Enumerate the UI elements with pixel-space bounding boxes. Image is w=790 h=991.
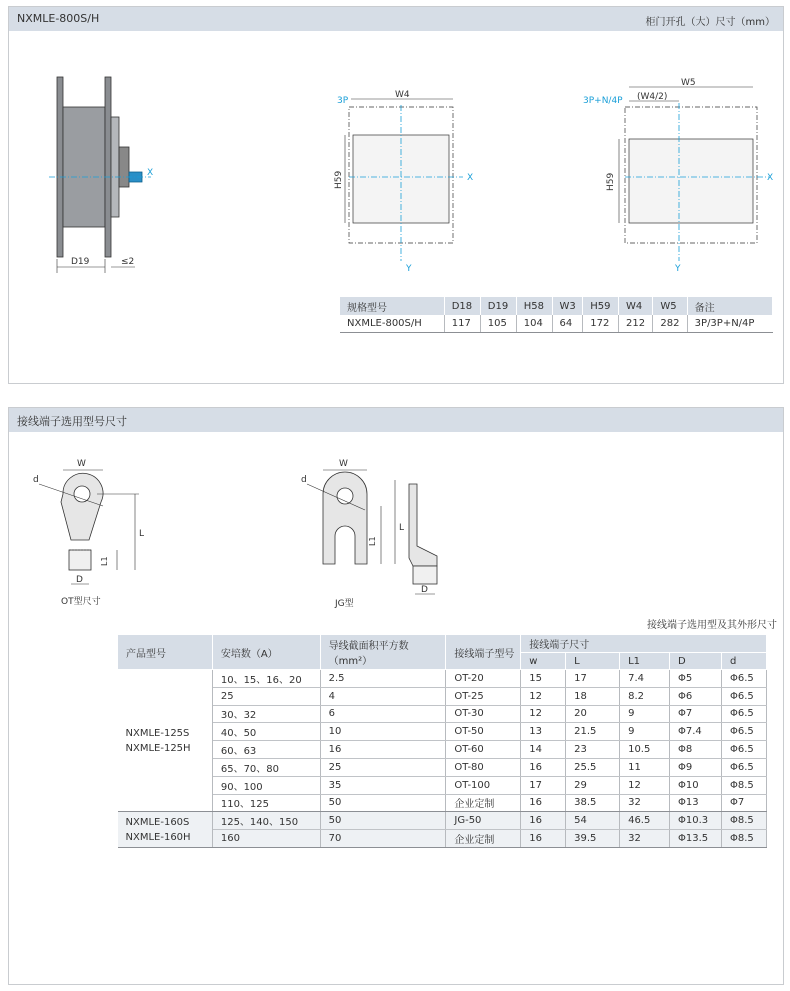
table-cell: 54	[566, 812, 620, 830]
ot-l: L	[139, 529, 145, 539]
section-header	[9, 408, 783, 432]
table-cell: Φ8.5	[721, 812, 766, 830]
axis-y-4p: Y	[675, 264, 681, 273]
axis-x-label: X	[147, 168, 154, 178]
spec-cell: 105	[480, 315, 516, 332]
dim-h59-4p: H59	[606, 172, 616, 191]
table-cell: 4	[320, 687, 446, 705]
table-cell: 29	[566, 776, 620, 794]
table-cell: Φ6.5	[721, 758, 766, 776]
product-model-line: NXMLE-125S	[125, 727, 190, 739]
dim-gap: ≤2	[121, 257, 135, 267]
table-cell: 50	[320, 794, 446, 812]
table-cell: 10	[320, 723, 446, 741]
jg-side-view	[409, 484, 437, 566]
product-model-line: NXMLE-160H	[125, 831, 191, 843]
dim-d19: D19	[71, 257, 90, 267]
table-cell: 25	[212, 687, 320, 705]
table-cell: 70	[320, 830, 446, 848]
ot-d: d	[33, 475, 39, 485]
product-model-line: NXMLE-125H	[125, 742, 191, 754]
col-dims-header: 接线端子尺寸	[521, 635, 767, 653]
ot-caption: OT型尺寸	[61, 597, 101, 607]
spec-cell: 172	[583, 315, 619, 332]
table-cell: 企业定制	[446, 794, 521, 812]
table-cell: 90、100	[212, 776, 320, 794]
col-l1-header: L1	[620, 653, 670, 670]
spec-table	[340, 297, 773, 333]
label-3p: 3P	[337, 96, 349, 106]
table-cell: 9	[620, 705, 670, 723]
table-row	[118, 687, 767, 705]
jg-w: W	[339, 459, 348, 469]
table-cell: 8.2	[620, 687, 670, 705]
table-row	[118, 776, 767, 794]
col-l-header: L	[566, 653, 620, 670]
spec-header-cell: W4	[619, 297, 653, 315]
table-cell: 17	[521, 776, 566, 794]
terminal-table	[117, 634, 767, 848]
product-model-line: NXMLE-160S	[125, 816, 190, 828]
spec-header-cell: 备注	[687, 297, 772, 315]
spec-cell: 64	[552, 315, 583, 332]
table-row	[118, 670, 767, 688]
ot-l1: L1	[100, 556, 109, 566]
table-cell: Φ6	[670, 687, 722, 705]
axis-x-4p: X	[767, 173, 774, 183]
table-cell: Φ9	[670, 758, 722, 776]
table-cell: 25	[320, 758, 446, 776]
table-cell: 7.4	[620, 670, 670, 688]
table-cell: 160	[212, 830, 320, 848]
section-cutout-panel	[8, 6, 784, 384]
table-cell: 2.5	[320, 670, 446, 688]
table-cell: OT-60	[446, 741, 521, 759]
table-cell: 16	[521, 830, 566, 848]
product-model-cell	[118, 812, 213, 848]
table-cell: 39.5	[566, 830, 620, 848]
jg-lug-shape	[323, 472, 367, 564]
cutout-rect-4p	[629, 139, 753, 223]
table-cell: JG-50	[446, 812, 521, 830]
table-cell: 23	[566, 741, 620, 759]
spec-cell: 104	[516, 315, 552, 332]
spec-row	[340, 315, 773, 332]
table-cell: Φ13	[670, 794, 722, 812]
table-cell: 10、15、16、20	[212, 670, 320, 688]
col-big-d-header: D	[670, 653, 722, 670]
spec-header-cell: W5	[653, 297, 687, 315]
table-cell: 12	[521, 687, 566, 705]
table-cell: 12	[521, 705, 566, 723]
table-cell: 65、70、80	[212, 758, 320, 776]
cutout-3p-drawing	[327, 85, 487, 275]
table-cell: 14	[521, 741, 566, 759]
table-cell: Φ7	[721, 794, 766, 812]
spec-header-cell: 规格型号	[340, 297, 444, 315]
ot-terminal-drawing	[31, 454, 171, 614]
table-cell: 13	[521, 723, 566, 741]
jg-caption: JG型	[335, 599, 354, 609]
section-header	[9, 7, 783, 31]
spec-header-cell: D18	[444, 297, 480, 315]
table-row	[118, 705, 767, 723]
table-cell: 20	[566, 705, 620, 723]
col-w-header: w	[521, 653, 566, 670]
label-3pn: 3P+N/4P	[583, 96, 623, 106]
breaker-body	[63, 107, 105, 227]
table-cell: OT-100	[446, 776, 521, 794]
spec-cell: NXMLE-800S/H	[340, 315, 444, 332]
table-cell: 18	[566, 687, 620, 705]
axis-x-3p: X	[467, 173, 474, 183]
cutout-4p-drawing	[581, 73, 781, 273]
table-row	[118, 812, 767, 830]
table-cell: 60、63	[212, 741, 320, 759]
ot-big-d: D	[76, 575, 83, 585]
table-cell: 企业定制	[446, 830, 521, 848]
table-cell: 110、125	[212, 794, 320, 812]
table-cell: OT-30	[446, 705, 521, 723]
table-row	[118, 794, 767, 812]
table-cell: Φ10	[670, 776, 722, 794]
jg-terminal-drawing	[299, 454, 459, 614]
ot-w: W	[77, 459, 86, 469]
table-header-row	[118, 635, 767, 653]
table-cell: Φ6.5	[721, 723, 766, 741]
section-terminal-panel	[8, 407, 784, 985]
spec-header-cell: W3	[552, 297, 583, 315]
axis-y-3p: Y	[406, 264, 412, 274]
table-cell: 15	[521, 670, 566, 688]
table-cell: 46.5	[620, 812, 670, 830]
table-cell: OT-50	[446, 723, 521, 741]
table-row	[118, 723, 767, 741]
table-cell: Φ10.3	[670, 812, 722, 830]
jg-l: L	[399, 523, 405, 533]
table-cell: 32	[620, 830, 670, 848]
spec-header-cell: H58	[516, 297, 552, 315]
table-cell: 125、140、150	[212, 812, 320, 830]
dim-w5: W5	[681, 78, 696, 88]
table-cell: 16	[521, 758, 566, 776]
dim-w4-half: (W4/2)	[637, 92, 668, 102]
spec-header-row	[340, 297, 773, 315]
table-cell: Φ8.5	[721, 830, 766, 848]
table-cell: 40、50	[212, 723, 320, 741]
dim-w4: W4	[395, 90, 410, 100]
table-cell: 21.5	[566, 723, 620, 741]
table-cell: 9	[620, 723, 670, 741]
table-cell: 10.5	[620, 741, 670, 759]
table-cell: Φ8	[670, 741, 722, 759]
col-model-header: 产品型号	[118, 635, 213, 670]
jg-big-d: D	[421, 585, 428, 595]
table-row	[118, 741, 767, 759]
col-terminal-header: 接线端子型号	[446, 635, 521, 670]
col-d-header: d	[721, 653, 766, 670]
rear-plate	[105, 77, 111, 257]
product-model-cell	[118, 670, 213, 812]
unit-label: 柜门开孔（大）尺寸（mm）	[645, 17, 775, 28]
table-cell: 50	[320, 812, 446, 830]
spec-header-cell: D19	[480, 297, 516, 315]
spec-header-cell: H59	[583, 297, 619, 315]
table-cell: Φ7	[670, 705, 722, 723]
table-cell: OT-25	[446, 687, 521, 705]
table-cell: 11	[620, 758, 670, 776]
table-cell: 16	[320, 741, 446, 759]
table-row	[118, 830, 767, 848]
jg-l1: L1	[368, 536, 377, 546]
table-cell: OT-20	[446, 670, 521, 688]
table-cell: 38.5	[566, 794, 620, 812]
table-cell: 16	[521, 812, 566, 830]
table-cell: Φ13.5	[670, 830, 722, 848]
table-cell: 6	[320, 705, 446, 723]
side-view-drawing	[39, 67, 179, 282]
spec-cell: 117	[444, 315, 480, 332]
spec-cell: 212	[619, 315, 653, 332]
col-current-header: 安培数（A）	[212, 635, 320, 670]
section-title: NXMLE-800S/H	[17, 12, 100, 25]
table-cell: 16	[521, 794, 566, 812]
table-cell: Φ7.4	[670, 723, 722, 741]
table-cell: 32	[620, 794, 670, 812]
table-cell: 17	[566, 670, 620, 688]
table-cell: Φ6.5	[721, 670, 766, 688]
table-cell: Φ5	[670, 670, 722, 688]
section-title: 接线端子选用型号尺寸	[17, 415, 127, 428]
table-cell: 12	[620, 776, 670, 794]
front-plate	[57, 77, 63, 257]
spec-cell: 282	[653, 315, 687, 332]
spec-cell: 3P/3P+N/4P	[687, 315, 772, 332]
table-cell: Φ6.5	[721, 687, 766, 705]
ot-lug-shape	[61, 473, 103, 540]
table-caption: 接线端子选用型及其外形尺寸	[647, 620, 777, 631]
table-cell: Φ8.5	[721, 776, 766, 794]
col-section-header: 导线截面积平方数（mm²）	[320, 635, 446, 670]
jg-d: d	[301, 475, 307, 485]
table-row	[118, 758, 767, 776]
table-cell: 30、32	[212, 705, 320, 723]
table-cell: OT-80	[446, 758, 521, 776]
dim-h59-3p: H59	[334, 170, 344, 189]
table-cell: Φ6.5	[721, 705, 766, 723]
table-cell: 25.5	[566, 758, 620, 776]
table-cell: 35	[320, 776, 446, 794]
table-cell: Φ6.5	[721, 741, 766, 759]
